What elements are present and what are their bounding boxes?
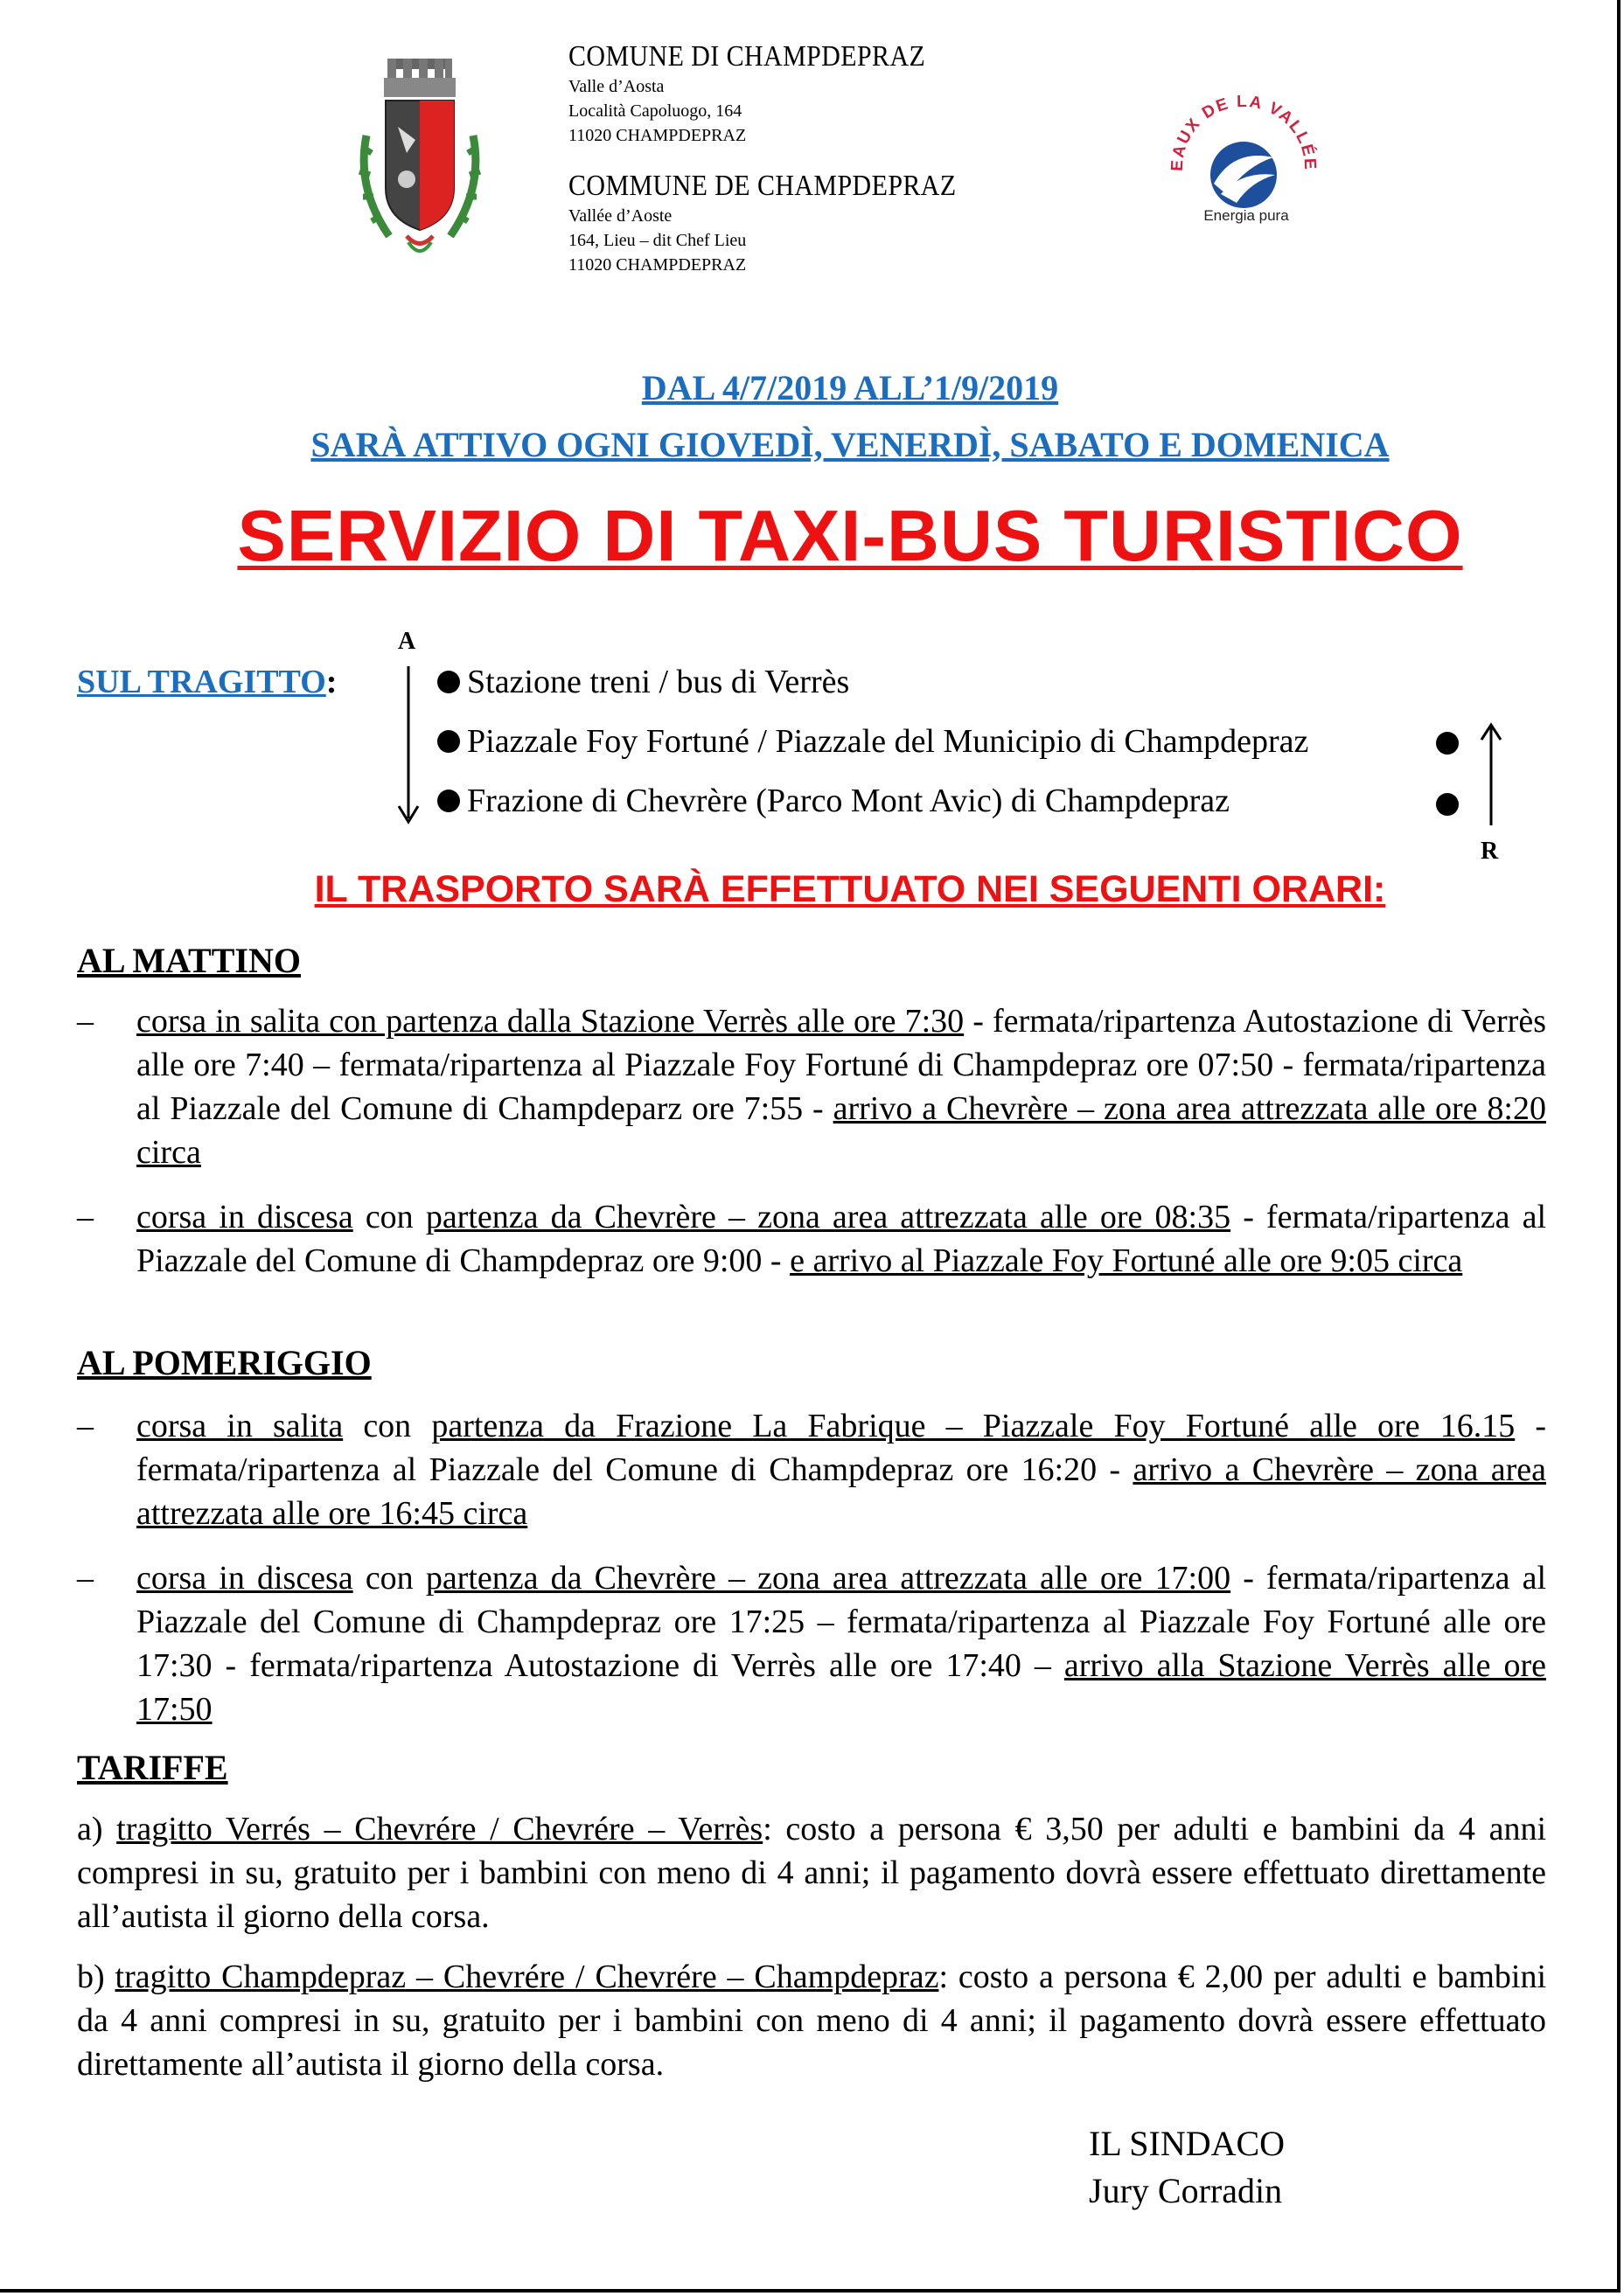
route-stop-3: Frazione di Chevrère (Parco Mont Avic) di Champdepraz (437, 782, 1230, 820)
eaux-de-la-vallee-logo (1163, 87, 1329, 227)
return-letter: R (1481, 838, 1499, 865)
bullet-dot-icon (437, 671, 460, 693)
route-label: SUL TRAGITTO: (77, 664, 338, 700)
street-it: Località Capoluogo, 164 (568, 101, 742, 121)
date-range: DAL 4/7/2019 ALL’1/9/2019 (641, 368, 1059, 407)
municipality-name-it: COMUNE DI CHAMPDEPRAZ (568, 40, 926, 73)
list-dash: – (77, 1560, 94, 1597)
tariffs-heading: TARIFFE (77, 1748, 228, 1787)
list-dash: – (77, 1199, 94, 1235)
bullet-dot-icon (437, 790, 460, 812)
list-dash: – (77, 1408, 94, 1444)
region-fr: Vallée d’Aoste (568, 206, 673, 226)
coat-of-arms-icon (354, 57, 485, 275)
list-dash: – (77, 1003, 94, 1040)
address-block-italian (568, 39, 974, 148)
afternoon-trip-2: – corsa in discesa con partenza da Chevrère – zona area attrezzata alle ore 17:00 - fermata/ripartenza al Piazzale del Comune di Champdepraz ore 17:25 – fermata/ripartenza al Piazzale Foy Fortuné alle ore 17:30 - fermata/ripartenza Autostazione di Verrès alle ore 17:40 – arrivo alla Stazione Verrès alle ore 17:50 (77, 1556, 1546, 1731)
zip-fr: 11020 CHAMPDEPRAZ (568, 255, 747, 275)
outbound-letter: A (398, 628, 416, 655)
bullet-dot-icon (437, 730, 460, 753)
signature-role: IL SINDACO (1089, 2124, 1286, 2163)
schedule-heading: IL TRASPORTO SARÀ EFFETTUATO NEI SEGUENTI ORARI: (314, 868, 1386, 910)
logo-arc-text: EAUX DE LA VALLÉE (1167, 92, 1320, 172)
route-stop-1: Stazione treni / bus di Verrès (437, 663, 849, 701)
page-title: SERVIZIO DI TAXI-BUS TURISTICO (237, 495, 1463, 576)
tariff-a: a) tragitto Verrés – Chevrére / Chevrére – Verrès: costo a persona € 3,50 per adulti e bambini da 4 anni compresi in su, gratuito per i bambini con meno di 4 anni; il pagamento dovrà essere effettuato direttamente all’autista il giorno della corsa. (77, 1811, 1546, 1935)
municipality-name-fr: COMMUNE DE CHAMPDEPRAZ (568, 170, 957, 202)
morning-heading: AL MATTINO (77, 941, 301, 980)
morning-trip-1: – corsa in salita con partenza dalla Stazione Verrès alle ore 7:30 - fermata/ripartenza Autostazione di Verrès alle ore 7:40 – fermata/ripartenza al Piazzale Foy Fortuné di Champdepraz ore 07:50 - fermata/ripartenza al Piazzale del Comune di Champdeparz ore 7:55 - arrivo a Chevrère – zona area attrezzata alle ore 8:20 circa (77, 999, 1546, 1174)
down-arrow-icon (395, 663, 422, 825)
afternoon-trip-1: – corsa in salita con partenza da Frazione La Fabrique – Piazzale Foy Fortuné alle ore 16.15 - fermata/ripartenza al Piazzale del Comune di Champdepraz ore 16:20 - arrivo a Chevrère – zona area attrezzata alle ore 16:45 circa (77, 1404, 1546, 1535)
street-fr: 164, Lieu – dit Chef Lieu (568, 231, 747, 250)
tariff-b: b) tragitto Champdepraz – Chevrére / Chevrére – Champdepraz: costo a persona € 2,00 per adulti e bambini da 4 anni compresi in su, gratuito per i bambini con meno di 4 anni; il pagamento dovrà essere effettuato direttamente all’autista il giorno della corsa. (77, 1959, 1547, 2083)
afternoon-heading: AL POMERIGGIO (77, 1343, 372, 1382)
region-it: Valle d’Aosta (568, 77, 665, 96)
logo-tagline: Energia pura (1203, 207, 1289, 224)
morning-trip-2: – corsa in discesa con partenza da Chevrère – zona area attrezzata alle ore 08:35 - fermata/ripartenza al Piazzale del Comune di Champdepraz ore 9:00 - e arrivo al Piazzale Foy Fortuné alle ore 9:05 circa (77, 1195, 1546, 1283)
signature-block (1089, 2120, 1285, 2215)
return-dot-icon (1436, 732, 1459, 755)
signature-name: Jury Corradin (1089, 2171, 1283, 2210)
address-block-french (568, 169, 1009, 277)
return-dot-icon (1436, 793, 1459, 816)
route-stop-2: Piazzale Foy Fortuné / Piazzale del Municipio di Champdepraz (437, 722, 1308, 761)
up-arrow-icon (1478, 722, 1504, 827)
active-days: SARÀ ATTIVO OGNI GIOVEDÌ, VENERDÌ, SABATO E DOMENICA (310, 425, 1390, 464)
zip-it: 11020 CHAMPDEPRAZ (568, 126, 747, 145)
